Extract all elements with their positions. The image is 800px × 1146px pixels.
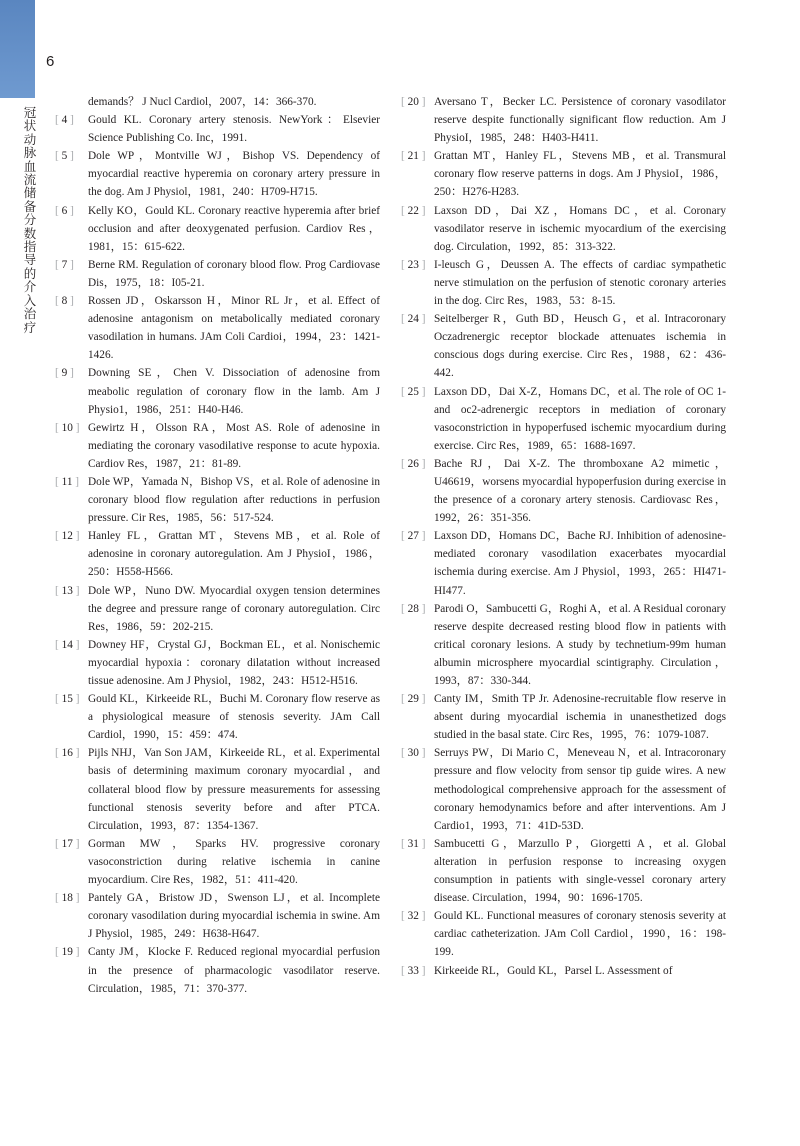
references-left-column — [55, 93, 380, 998]
reference-number: [ 14 ] — [55, 638, 80, 651]
reference-number: [ 13 ] — [55, 584, 80, 597]
reference-text: Grattan MT，Hanley FL，Stevens MB，et al. Transmural coronary flow reserve patterns in dogs. Am J PhysioI，1986，250：H276-H283. — [434, 150, 726, 199]
reference-text: Gorman MW，Sparks HV. progressive coronary vasoconstriction during relative ischemia in canine myocardium. Cire Res，1982，51：411-420. — [88, 837, 380, 887]
reference-text: Pijls NHJ，Van Son JAM，Kirkeeide RL，et al. Experimental basis of determining maximum coronary myocardial，and collateral blood flow by pressure measurements for assessing functional stenosis severity before and after PTCA. Circulation，1993，87：1354-1367. — [88, 747, 380, 832]
reference-number: [ 8 ] — [55, 295, 74, 308]
reference-entry — [401, 527, 726, 599]
reference-number: [ 28 ] — [401, 602, 426, 615]
reference-text: Rossen JD，Oskarsson H，Minor RL Jr，et al. Effect of adenosine antagonism on metabolically mediated coronary vasodilation in humans. JAm Coli Cardioi，1994，23：1421-1426. — [88, 295, 380, 362]
reference-entry — [55, 292, 380, 364]
reference-entry — [401, 93, 726, 147]
reference-text: Dole WP，Montville WJ，Bishop VS. Dependency of myocardial reactive hyperemia on coronary artery pressure in the dog. Am J Physiol，1981，240：H709-H715. — [88, 150, 380, 199]
reference-number: [ 30 ] — [401, 747, 426, 760]
reference-text: Laxson DD，Dai X-Z，Homans DC，et al. The role of OC 1- and oc2-adrenergic receptors in mediation of coronary vasoconstriction in hypoperfused ischemic myocardium during exercise. Circ Res，1989，65：1688-1697. — [434, 385, 726, 452]
reference-entry — [55, 582, 380, 636]
reference-text: Gould KL，Kirkeeide RL，Buchi M. Coronary flow reserve as a physiological measure of stenosis severity. JAm Call Cardiol，1990，15：459：474. — [88, 693, 380, 742]
reference-number: [ 12 ] — [55, 530, 80, 543]
reference-entry — [401, 835, 726, 907]
chapter-tab — [0, 0, 35, 98]
reference-number: [ 17 ] — [55, 837, 80, 850]
reference-text: Gould KL. Functional measures of coronary stenosis severity at cardiac catheterization. JAm Coll Cardiol，1990，16：198-199. — [434, 910, 726, 959]
reference-entry — [55, 147, 380, 201]
reference-text: Laxson DD，Homans DC，Bache RJ. Inhibition of adenosine-mediated coronary vasodilation exacerbates myocardial ischemia during exercise. Am J Physiol，1993，265：HI471-HI477. — [434, 530, 726, 597]
reference-entry — [55, 111, 380, 147]
reference-text: Laxson DD，Dai XZ，Homans DC，et al. Coronary vasodilator reserve in ischemic myocardium of the exercising dog. Circulation，1992，85：313-322. — [434, 204, 726, 253]
reference-entry — [401, 744, 726, 834]
references-right-column — [401, 93, 726, 980]
reference-entry — [401, 256, 726, 310]
reference-entry — [55, 636, 380, 690]
reference-number: [ 21 ] — [401, 150, 426, 163]
reference-entry — [55, 419, 380, 473]
reference-text: I-leusch G，Deussen A. The effects of cardiac sympathetic nerve stimulation on the perfusion of stenotic coronary arteries in the dog. Circ Res，1983，53：8-15. — [434, 258, 726, 308]
reference-number: [ 4 ] — [55, 114, 74, 127]
reference-entry — [55, 364, 380, 418]
reference-entry — [401, 600, 726, 690]
reference-entry — [55, 889, 380, 943]
reference-entry — [401, 383, 726, 455]
reference-text: Gould KL. Coronary artery stenosis. NewYork：Elsevier Science Publishing Co. Inc，1991. — [88, 114, 380, 145]
reference-entry — [55, 473, 380, 527]
reference-entry — [401, 310, 726, 382]
reference-number: [ 33 ] — [401, 964, 426, 977]
reference-entry — [401, 962, 726, 980]
reference-text: Kirkeeide RL，Gould KL，Parsel L. Assessment of — [434, 964, 673, 977]
reference-text: Gewirtz H，Olsson RA，Most AS. Role of adenosine in mediating the coronary vasodilative response to acute hypoxia. Cardiov Res，1987，21：81-89. — [88, 421, 380, 470]
reference-entry — [401, 907, 726, 961]
reference-text: Canty JM，Klocke F. Reduced regional myocardial perfusion in the presence of pharmacologic vasodilator reserve. Circulation，1985，71：370-377. — [88, 946, 380, 995]
reference-number: [ 10 ] — [55, 421, 80, 434]
page-number: 6 — [46, 53, 55, 70]
reference-number: [ 18 ] — [55, 892, 80, 905]
reference-text: Seitelberger R，Guth BD，Heusch G，et al. Intracoronary Oczadrenergic receptor blockade attenuates ischemia in conscious dogs during exercise. Circ Res，1988，62：436-442. — [434, 313, 726, 380]
reference-entry — [55, 93, 380, 111]
reference-entry — [55, 835, 380, 889]
reference-text: Hanley FL，Grattan MT，Stevens MB，et al. Role of adenosine in coronary autoregulation. Am J PhysioI，1986，250：H558-H566. — [88, 530, 380, 579]
reference-text: Aversano T，Becker LC. Persistence of coronary vasodilator reserve despite functionally significant flow reduction. Am J PhysioI，1985，248：H403-H411. — [434, 96, 726, 145]
reference-text: Kelly KO，Gould KL. Coronary reactive hyperemia after brief occlusion and after deoxygenated perfusion. Cardiov Res，1981，15：615-622. — [88, 204, 380, 253]
reference-number: [ 29 ] — [401, 693, 426, 706]
reference-entry — [55, 744, 380, 834]
reference-number: [ 20 ] — [401, 96, 426, 108]
reference-text: Dole WP，Nuno DW. Myocardial oxygen tension determines the degree and pressure range of coronary autoregulation. Circ Res，1986，59：202-215. — [88, 584, 380, 633]
reference-entry — [401, 202, 726, 256]
reference-text: Downing SE，Chen V. Dissociation of adenosine from meabolic regulation of coronary flow in the lamb. Am J Physio1，1986，251：H40-H46. — [88, 367, 380, 416]
reference-number: [ 9 ] — [55, 367, 74, 380]
reference-number: [ 27 ] — [401, 530, 426, 543]
reference-text: Berne RM. Regulation of coronary blood flow. Prog Cardiovase Dis，1975，18：I05-21. — [88, 258, 380, 289]
reference-entry — [55, 202, 380, 256]
reference-entry — [55, 256, 380, 292]
reference-number: [ 24 ] — [401, 313, 426, 326]
reference-number: [ 7 ] — [55, 258, 74, 271]
side-chapter-title: 冠状动脉血流储备分数指导的介入治疗 — [23, 105, 37, 335]
reference-number: [ 25 ] — [401, 385, 426, 398]
reference-entry — [401, 455, 726, 527]
reference-entry — [55, 527, 380, 581]
reference-number: [ 5 ] — [55, 150, 74, 163]
reference-text: Pantely GA，Bristow JD，Swenson LJ，et al. Incomplete coronary vasodilation during myocardial ischemia in swine. Am J Physiol，1985，249：H638-H647. — [88, 892, 380, 941]
reference-number: [ 26 ] — [401, 457, 426, 470]
reference-text: Sambucetti G，Marzullo P，Giorgetti A，et al. Global alteration in perfusion response to increasing oxygen consumption in patients with single-vessel coronary artery disease. Circulation，1994，90：1696-1705. — [434, 837, 726, 905]
reference-entry — [401, 690, 726, 744]
reference-entry — [55, 690, 380, 744]
reference-number: [ 31 ] — [401, 837, 426, 850]
reference-number: [ 19 ] — [55, 946, 80, 959]
reference-number: [ 22 ] — [401, 204, 426, 217]
reference-number: [ 6 ] — [55, 204, 74, 217]
reference-text: demands？ J Nucl Cardiol，2007，14：366-370. — [88, 96, 317, 108]
reference-number: [ 11 ] — [55, 475, 80, 488]
reference-text: Parodi O，Sambucetti G，Roghi A，et al. A Residual coronary reserve despite decreased resting blood flow in patients with critical coronary lesions. A study by technetium-99m human albumin microsphere myocardial scintigraphy. Circulation，1993，87：330-344. — [434, 602, 726, 687]
reference-number: [ 15 ] — [55, 693, 80, 706]
reference-number: [ 23 ] — [401, 258, 426, 271]
reference-text: Canty IM，Smith TP Jr. Adenosine-recruitable flow reserve in absent during myocardial ischemia in unanesthetized dogs studied in the basal state. Circ Res，1995，76：1079-1087. — [434, 693, 726, 742]
reference-number: [ 16 ] — [55, 747, 80, 760]
reference-text: Downey HF，Crystal GJ，Bockman EL，et al. Nonischemic myocardial hypoxia：coronary dilatation without increased tissue adenosine. Am J Physiol，1982，243：H512-H516. — [88, 638, 380, 687]
reference-text: Bache RJ，Dai X-Z. The thromboxane A2 mimetic，U46619，worsens myocardial hypoperfusion during exercise in the presence of a coronary artery stenosis. Cardiovasc Res，1992，26：351-356. — [434, 457, 726, 525]
reference-entry — [401, 147, 726, 201]
reference-number: [ 32 ] — [401, 910, 426, 923]
reference-entry — [55, 943, 380, 997]
reference-text: Dole WP，Yamada N，Bishop VS，et al. Role of adenosine in coronary blood flow regulation after reductions in perfusion pressure. Cir Res，1985，56：517-524. — [88, 475, 380, 525]
reference-text: Serruys PW，Di Mario C，Meneveau N，et al. Intracoronary pressure and flow velocity from sensor tip guide wires. A new methodological comprehensive approach for the assessment of coronary hemodynamics before and after interventions. Am J Cardio1，1993，71：41D-53D. — [434, 747, 726, 832]
